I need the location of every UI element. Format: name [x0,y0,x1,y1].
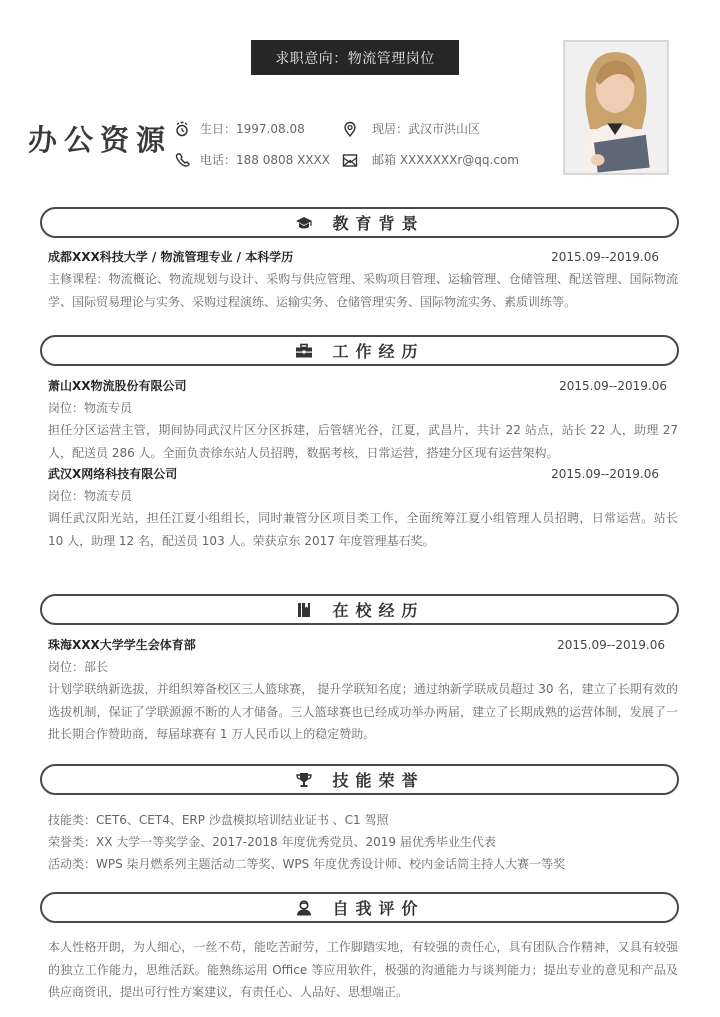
school-major-degree: 成都XXX科技大学 / 物流管理专业 / 本科学历 [48,250,294,264]
section-title: 教育背景 [332,214,425,233]
phone-icon [174,152,190,168]
birthday-text: 生日：1997.08.08 [200,122,305,136]
campus-date: 2015.09--2019.06 [557,638,665,652]
profile-photo [563,40,669,175]
section-header-work [40,335,679,366]
section-title: 自我评价 [332,899,425,918]
company-name: 萧山XX物流股份有限公司 [48,379,187,393]
campus-entry-header [48,634,675,656]
work-date: 2015.09--2019.06 [551,467,659,481]
work-position: 岗位：物流专员 [48,489,133,503]
self-evaluation-text: 本人性格开朗，为人细心，一丝不苟，能吃苦耐劳，工作脚踏实地，有较强的责任心，具有团队合作精神，又具有较强的独立工作能力，思维活跃。能熟练运用 Office 等应用软件，极强的沟通能力与谈判能力；提出专业的意见和产品及供应商资讯，提出可行性方案建议，有责任心、人品好、思想端正。 [48,940,678,999]
section-title: 工作经历 [332,342,425,361]
work-entry-header [48,375,675,397]
work-date: 2015.09--2019.06 [559,379,667,393]
job-intent-banner: 求职意向：物流管理岗位 [251,40,459,75]
section-header-campus [40,594,679,625]
work-description: 调任武汉阳光站，担任江夏小组组长，同时兼管分区项目类工作，全面统筹江夏小组管理人员招聘，日常运营。站长 10 人，助理 12 名，配送员 103 人。荣获京东 2017 年度管理基石奖。 [48,511,678,548]
location-pin-icon [342,121,358,137]
org-name: 珠海XXX大学学生会体育部 [48,638,196,652]
section-header-education [40,207,679,238]
book-icon [294,602,314,618]
birthday-info [174,120,305,137]
courses-text: 主修课程：物流概论、物流规划与设计、采购与供应管理、采购项目管理、运输管理、仓储管理、配送管理、国际物流学、国际贸易理论与实务、采购过程演练、运输实务、仓储管理实务、国际物流实务、素质训练等。 [48,272,678,309]
section-header-skills [40,764,679,795]
briefcase-icon [294,343,314,359]
envelope-icon [342,152,358,168]
section-title: 技能荣誉 [332,771,425,790]
campus-description: 计划学联纳新选拔，并组织筹备校区三人篮球赛， 提升学联知名度；通过纳新学联成员超过 30 名，建立了长期有效的选拔机制，保证了学联源源不断的人才储备。三人篮球赛也已经成功举办两届，建立了长期成熟的运营体制，发展了一批长期合作赞助商，每届球赛有 1 万人民币以上的稳定赞助。 [48,682,678,741]
trophy-icon [294,772,314,788]
education-date: 2015.09--2019.06 [551,250,659,264]
section-header-self-eval [40,892,679,923]
campus-position: 岗位：部长 [48,660,109,674]
user-icon [294,900,314,916]
residence-text: 现居：武汉市洪山区 [372,122,481,136]
activities-line: 活动类：WPS 柒月燃系列主题活动二等奖、WPS 年度优秀设计师、校内金话筒主持人大赛一等奖 [48,857,566,871]
stopwatch-icon [174,121,190,137]
email-text: 邮箱 XXXXXXXr@qq.com [372,153,519,167]
work-position: 岗位：物流专员 [48,401,133,415]
work-description: 担任分区运营主管，期间协同武汉片区分区拆建，后管辖光谷，江夏，武昌片，共计 22 站点，站长 22 人，助理 27 人，配送员 286 人。全面负责徐东站人员招聘，数据考核，日常运营，搭建分区现有运营架构。 [48,423,678,460]
skills-line: 技能类：CET6、CET4、ERP 沙盘模拟培训结业证书 、C1 驾照 [48,813,389,827]
company-name: 武汉X网络科技有限公司 [48,467,178,481]
portrait-illustration [565,42,667,173]
education-entry-header [48,246,675,268]
phone-text: 电话：188 0808 XXXX [200,153,330,167]
phone-info [174,151,330,168]
work-entry-header [48,463,675,485]
candidate-name: 办公资源 [28,123,173,157]
section-title: 在校经历 [332,601,425,620]
graduation-cap-icon [294,215,314,231]
honors-line: 荣誉类：XX 大学一等奖学金、2017-2018 年度优秀党员、2019 届优秀毕业生代表 [48,835,496,849]
residence-info [342,120,480,137]
email-info [342,151,519,168]
